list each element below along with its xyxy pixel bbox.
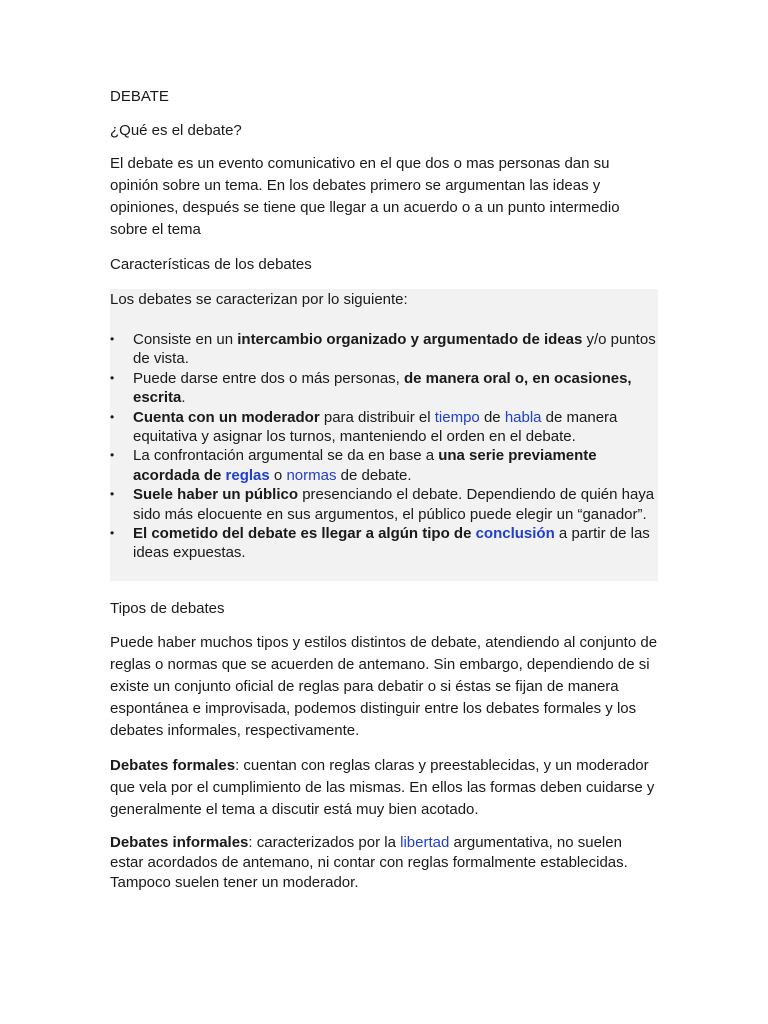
item-text: para distribuir el bbox=[319, 408, 435, 426]
item-bold-text: Cuenta con un moderador bbox=[133, 408, 320, 426]
informal-text: : caracterizados por la bbox=[248, 834, 401, 851]
list-item bbox=[110, 369, 658, 408]
link-tiempo[interactable]: tiempo bbox=[434, 408, 480, 426]
link-habla[interactable]: habla bbox=[504, 408, 542, 426]
link-conclusion[interactable]: conclusión bbox=[475, 525, 555, 543]
list-item bbox=[110, 408, 658, 447]
characteristics-heading: Características de los debates bbox=[110, 256, 312, 273]
bullet-icon: • bbox=[110, 448, 115, 463]
definition-paragraph: El debate es un evento comunicativo en el que dos o mas personas dan su opinión sobre un tema. En los debates primero se argumentan las ideas y opiniones, después se tiene que llegar a un acuerdo o a un punto intermedio sobre el tema bbox=[110, 155, 620, 238]
link-libertad[interactable]: libertad bbox=[400, 834, 450, 851]
item-bold-text: El cometido del debate es llegar a algún tipo de bbox=[133, 525, 476, 543]
bullet-icon: • bbox=[110, 332, 115, 346]
question-heading: ¿Qué es el debate? bbox=[110, 122, 242, 139]
document-title: DEBATE bbox=[110, 88, 169, 105]
list-item bbox=[110, 446, 658, 485]
characteristics-box bbox=[110, 289, 658, 581]
item-bold-text: intercambio organizado y argumentado de ideas bbox=[237, 331, 583, 348]
item-text: de bbox=[479, 408, 505, 426]
formal-label: Debates formales bbox=[110, 757, 236, 774]
informal-text: argumentativa, no suelen estar acordados de antemano, ni contar con reglas formalmente establecidas. Tampoco suelen tener un moderador. bbox=[110, 834, 628, 891]
formal-text: : cuentan con reglas claras y preestablecidas, y un moderador que vela por el cumplimiento de las mismas. En ellos las formas deben cuidarse y generalmente el tema a discutir está muy bien acotado. bbox=[110, 757, 655, 818]
item-text: de manera equitativa y asignar los turnos, manteniendo el orden en el debate. bbox=[133, 408, 618, 446]
types-paragraph: Puede haber muchos tipos y estilos distintos de debate, atendiendo al conjunto de reglas o normas que se acuerden de antemano. Sin embargo, dependiendo de si existe un conjunto oficial de reglas para debatir o si éstas se fijan de manera espontánea e improvisada, podemos distinguir entre los debates formales y los debates informales, respectivamente. bbox=[110, 634, 658, 739]
item-text: presenciando el debate. Dependiendo de quién haya sido más elocuente en sus argumentos, el público puede elegir un “ganador”. bbox=[133, 486, 655, 523]
bullet-icon: • bbox=[110, 526, 115, 541]
item-text: . bbox=[181, 389, 186, 407]
item-bold-text: de manera oral o, en ocasiones, escrita bbox=[133, 369, 632, 407]
item-text: Puede darse entre dos o más personas, bbox=[133, 369, 404, 387]
characteristics-intro: Los debates se caracterizan por lo siguiente: bbox=[110, 291, 408, 308]
item-bold-text: una serie previamente acordada de bbox=[133, 447, 597, 484]
item-text: Consiste en un bbox=[133, 331, 238, 348]
bullet-icon: • bbox=[110, 487, 115, 502]
item-text: La confrontación argumental se da en base a bbox=[133, 447, 439, 465]
formal-debates-paragraph bbox=[110, 755, 658, 821]
characteristics-list bbox=[110, 330, 658, 563]
link-normas[interactable]: normas bbox=[286, 466, 337, 484]
link-reglas[interactable]: reglas bbox=[225, 466, 270, 484]
list-item bbox=[110, 330, 658, 369]
types-heading: Tipos de debates bbox=[110, 600, 225, 617]
item-bold-text: Suele haber un público bbox=[133, 486, 299, 504]
item-text: de debate. bbox=[336, 466, 412, 484]
informal-label: Debates informales bbox=[110, 834, 249, 851]
item-text: y/o puntos de vista. bbox=[133, 331, 656, 368]
list-item bbox=[110, 485, 658, 524]
item-text: o bbox=[269, 466, 287, 484]
list-item bbox=[110, 524, 658, 563]
item-text: a partir de las ideas expuestas. bbox=[133, 525, 650, 562]
bullet-icon: • bbox=[110, 370, 115, 385]
informal-debates-paragraph bbox=[110, 833, 658, 893]
bullet-icon: • bbox=[110, 409, 115, 424]
